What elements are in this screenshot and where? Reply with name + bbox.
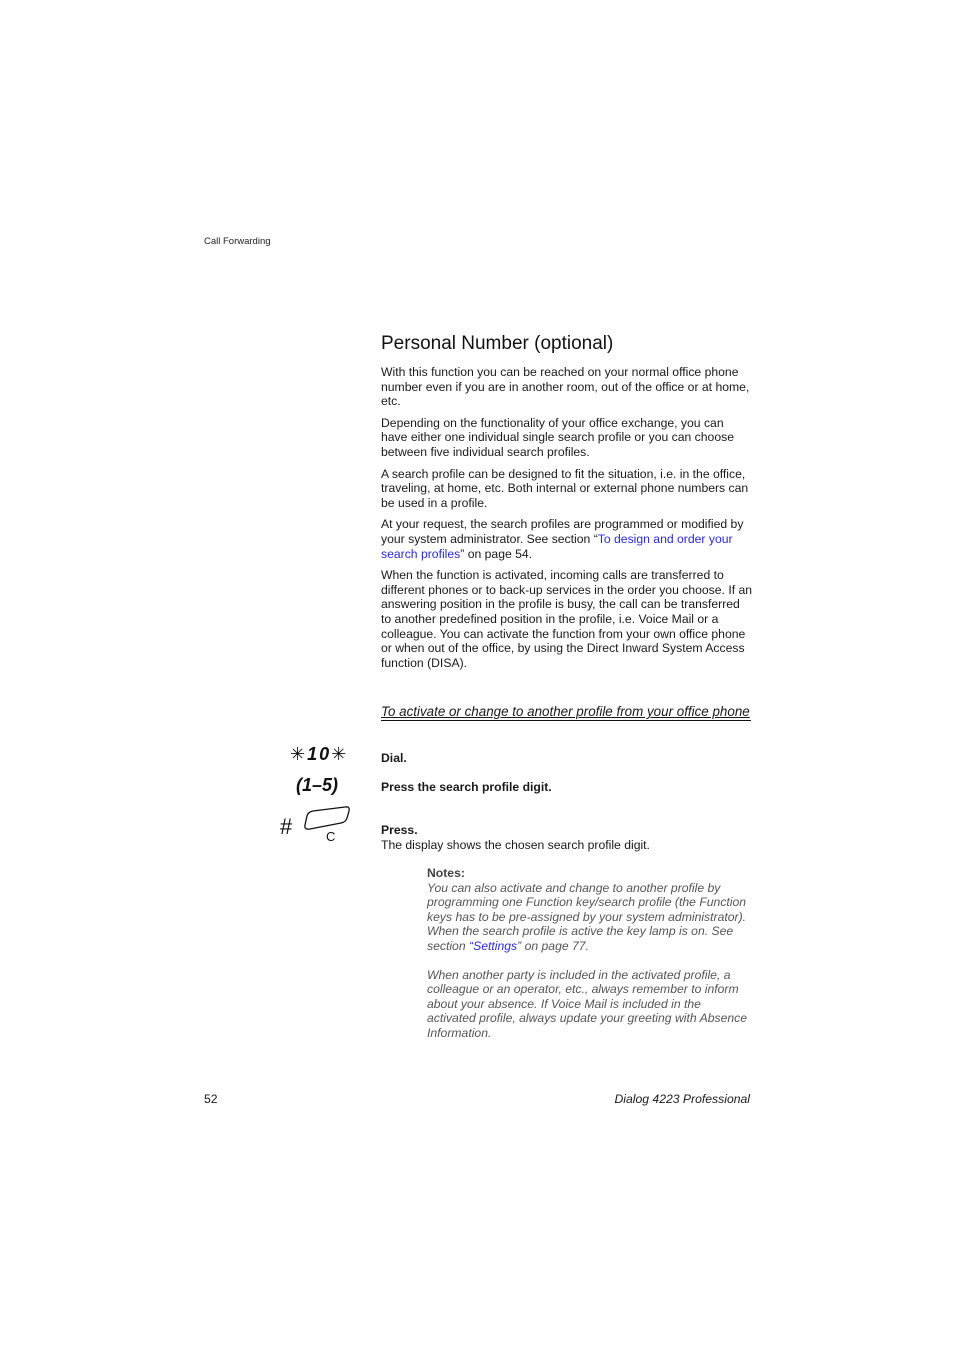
paragraph-4-tail: ” on page 54. — [460, 546, 533, 561]
paragraph-5: When the function is activated, incoming calls are transferred to different phones or to back-up services in the order you choose. If an answering position in the profile is busy, the call can be transferred to another predefined position in the profile, i.e. Voice Mail or a colleague. You can activate the function from your own office phone or when out of the office, by using the Direct Inward System Access function (DISA). — [381, 568, 753, 670]
procedure-heading-text: To activate or change to another profile from your office phone — [381, 704, 750, 719]
paragraph-1: With this function you can be reached on your normal office phone number even if you are in another room, out of the office or at home, etc. — [381, 365, 750, 409]
step-press — [381, 823, 650, 852]
notes-box — [427, 866, 753, 1041]
profile-digit-key: (1–5) — [296, 775, 339, 795]
note-1-tail: ” on page 77. — [517, 938, 589, 953]
paragraph-2: Depending on the functionality of your office exchange, you can have either one individual single search profile or you can choose between five individual search profiles. — [381, 415, 734, 459]
page-number: 52 — [204, 1092, 218, 1106]
product-name: Dialog 4223 Professional — [614, 1092, 750, 1106]
star-10-star-key: ✳10✳ — [290, 744, 349, 764]
intro-text — [381, 365, 753, 677]
step-press-detail: The display shows the chosen search profile digit. — [381, 837, 650, 852]
running-header: Call Forwarding — [204, 236, 271, 247]
note-1 — [427, 881, 753, 954]
key-letter: C — [326, 829, 336, 844]
paragraph-3: A search profile can be designed to fit the situation, i.e. in the office, traveling, at home, etc. Both internal or external phone numbers can be used in a profile. — [381, 466, 749, 510]
paragraph-4 — [381, 517, 753, 561]
step-dial-action: Dial. — [381, 751, 407, 765]
step-dial — [381, 751, 407, 766]
notes-heading: Notes: — [427, 866, 465, 880]
procedure-heading — [381, 704, 751, 721]
step-profile-digit — [381, 780, 552, 795]
page-title: Personal Number (optional) — [381, 333, 614, 354]
hash-symbol: # — [280, 814, 293, 839]
step-press-action: Press. — [381, 823, 418, 837]
note-1-lead: You can also activate and change to another profile by programming one Function key/search profile (the Function keys has to be pre-assigned by your system administrator). When the search profile is active the key lamp is on. See section — [427, 880, 747, 953]
key-button-outline — [305, 807, 349, 829]
step-profile-digit-action: Press the search profile digit. — [381, 780, 552, 794]
settings-link[interactable]: “Settings — [469, 938, 518, 953]
paragraph-4-lead: At your request, the search profiles are programmed or modified by your system administrator. See section “ — [381, 517, 744, 546]
search-profiles-link[interactable]: To design and order your search profiles — [381, 531, 733, 561]
hash-clear-key-icon — [280, 805, 355, 845]
note-2: When another party is included in the activated profile, a colleague or an operator, etc., always remember to inform about your absence. If Voice Mail is included in the activated profile, always update your greeting with Absence Information. — [427, 967, 747, 1040]
